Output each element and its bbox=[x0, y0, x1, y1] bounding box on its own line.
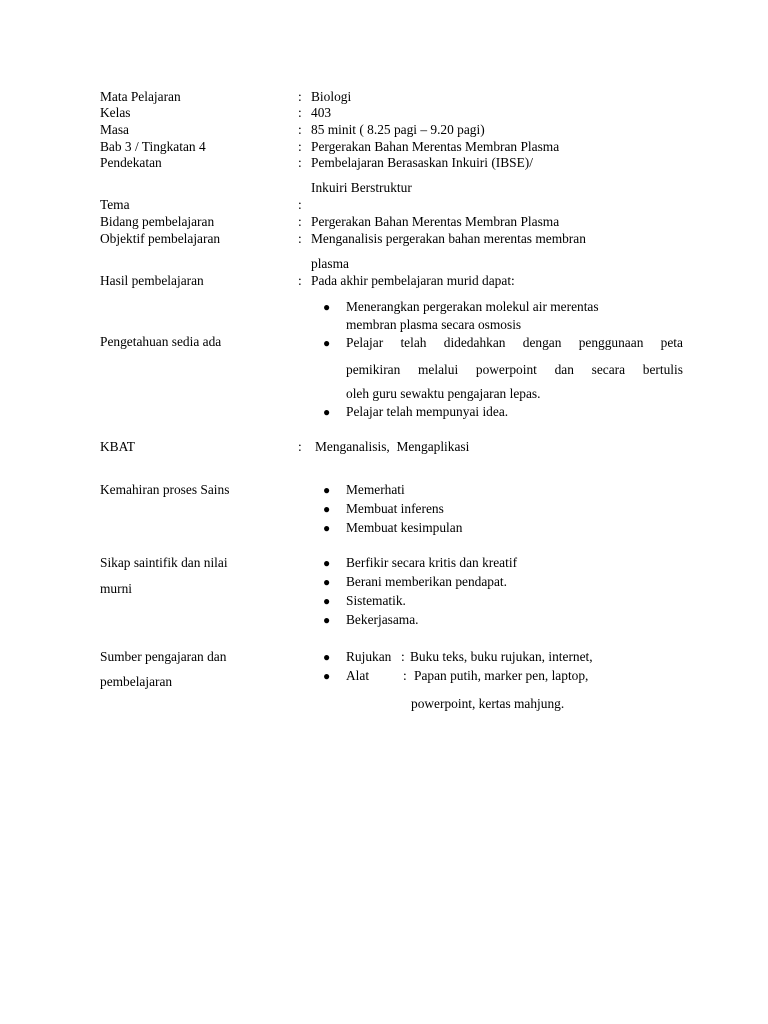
subject-value: Biologi bbox=[311, 89, 352, 104]
objective-label: Objektif pembelajaran bbox=[100, 231, 221, 246]
kbat-label: KBAT bbox=[100, 439, 135, 454]
attitude-label-cont: murni bbox=[100, 581, 132, 596]
time-value: 85 minit ( 8.25 pagi – 9.20 pagi) bbox=[311, 122, 485, 137]
attitude-label: Sikap saintifik dan nilai bbox=[100, 555, 228, 570]
word: dengan bbox=[522, 335, 562, 350]
word: penggunaan bbox=[578, 335, 644, 350]
approach-value-cont: Inkuiri Berstruktur bbox=[311, 180, 412, 195]
area-value: Pergerakan Bahan Merentas Membran Plasma bbox=[311, 214, 560, 229]
class-value: 403 bbox=[311, 105, 332, 120]
bullet-icon: ● bbox=[323, 556, 331, 570]
word: secara bbox=[591, 362, 626, 377]
theme-label: Tema bbox=[100, 197, 130, 212]
word: didedahkan bbox=[443, 335, 506, 350]
outcome-value: Pada akhir pembelajaran murid dapat: bbox=[311, 273, 515, 288]
resources-item-colon: : bbox=[403, 668, 407, 683]
resources-item-value: Papan putih, marker pen, laptop, bbox=[414, 668, 589, 683]
objective-value-cont: plasma bbox=[311, 256, 349, 271]
kbat-colon: : bbox=[298, 439, 302, 454]
resources-item-value-cont: powerpoint, kertas mahjung. bbox=[411, 696, 565, 711]
resources-item-key: Alat bbox=[346, 668, 370, 683]
time-label: Masa bbox=[100, 122, 130, 137]
class-colon: : bbox=[298, 105, 302, 120]
resources-label: Sumber pengajaran dan bbox=[100, 649, 227, 664]
resources-item-value: Buku teks, buku rujukan, internet, bbox=[410, 649, 593, 664]
word: bertulis bbox=[642, 362, 683, 377]
class-label: Kelas bbox=[100, 105, 131, 120]
resources-item-key: Rujukan bbox=[346, 649, 392, 664]
bullet-icon: ● bbox=[323, 502, 331, 516]
area-label: Bidang pembelajaran bbox=[100, 214, 215, 229]
bullet-icon: ● bbox=[323, 483, 331, 497]
prior-bullet-line-justified bbox=[346, 336, 683, 349]
bullet-icon: ● bbox=[323, 669, 331, 683]
area-colon: : bbox=[298, 214, 302, 229]
objective-colon: : bbox=[298, 231, 302, 246]
resources-item-colon: : bbox=[401, 649, 405, 664]
word: powerpoint bbox=[475, 362, 537, 377]
word: Pelajar bbox=[346, 335, 384, 350]
attitude-item: Sistematik. bbox=[346, 593, 406, 608]
skills-item: Membuat inferens bbox=[346, 501, 444, 516]
theme-colon: : bbox=[298, 197, 302, 212]
outcome-bullet-line: Menerangkan pergerakan molekul air merentas bbox=[346, 299, 599, 314]
attitude-item: Berfikir secara kritis dan kreatif bbox=[346, 555, 518, 570]
time-colon: : bbox=[298, 122, 302, 137]
bullet-icon: ● bbox=[323, 336, 331, 350]
word: pemikiran bbox=[346, 362, 401, 377]
prior-bullet-line-justified bbox=[346, 363, 683, 376]
subject-label: Mata Pelajaran bbox=[100, 89, 181, 104]
outcome-label: Hasil pembelajaran bbox=[100, 273, 204, 288]
resources-label-cont: pembelajaran bbox=[100, 674, 173, 689]
bullet-icon: ● bbox=[323, 521, 331, 535]
word: peta bbox=[660, 335, 683, 350]
bullet-icon: ● bbox=[323, 300, 331, 314]
bullet-icon: ● bbox=[323, 613, 331, 627]
bullet-icon: ● bbox=[323, 405, 331, 419]
prior-bullet-line: oleh guru sewaktu pengajaran lepas. bbox=[346, 386, 541, 401]
outcome-colon: : bbox=[298, 273, 302, 288]
chapter-value: Pergerakan Bahan Merentas Membran Plasma bbox=[311, 139, 560, 154]
chapter-colon: : bbox=[298, 139, 302, 154]
skills-item: Membuat kesimpulan bbox=[346, 520, 463, 535]
word: telah bbox=[400, 335, 427, 350]
chapter-label: Bab 3 / Tingkatan 4 bbox=[100, 139, 206, 154]
attitude-item: Berani memberikan pendapat. bbox=[346, 574, 507, 589]
objective-value: Menganalisis pergerakan bahan merentas membran bbox=[311, 231, 586, 246]
bullet-icon: ● bbox=[323, 650, 331, 664]
bullet-icon: ● bbox=[323, 575, 331, 589]
subject-colon: : bbox=[298, 89, 302, 104]
approach-value: Pembelajaran Berasaskan Inkuiri (IBSE)/ bbox=[311, 155, 533, 170]
kbat-value: Menganalisis, Mengaplikasi bbox=[315, 439, 470, 454]
approach-colon: : bbox=[298, 155, 302, 170]
prior-label: Pengetahuan sedia ada bbox=[100, 334, 222, 349]
outcome-bullet-line: membran plasma secara osmosis bbox=[346, 317, 522, 332]
prior-bullet-2: Pelajar telah mempunyai idea. bbox=[346, 404, 509, 419]
approach-label: Pendekatan bbox=[100, 155, 162, 170]
attitude-item: Bekerjasama. bbox=[346, 612, 419, 627]
skills-label: Kemahiran proses Sains bbox=[100, 482, 230, 497]
skills-item: Memerhati bbox=[346, 482, 405, 497]
bullet-icon: ● bbox=[323, 594, 331, 608]
word: melalui bbox=[418, 362, 459, 377]
word: dan bbox=[554, 362, 574, 377]
